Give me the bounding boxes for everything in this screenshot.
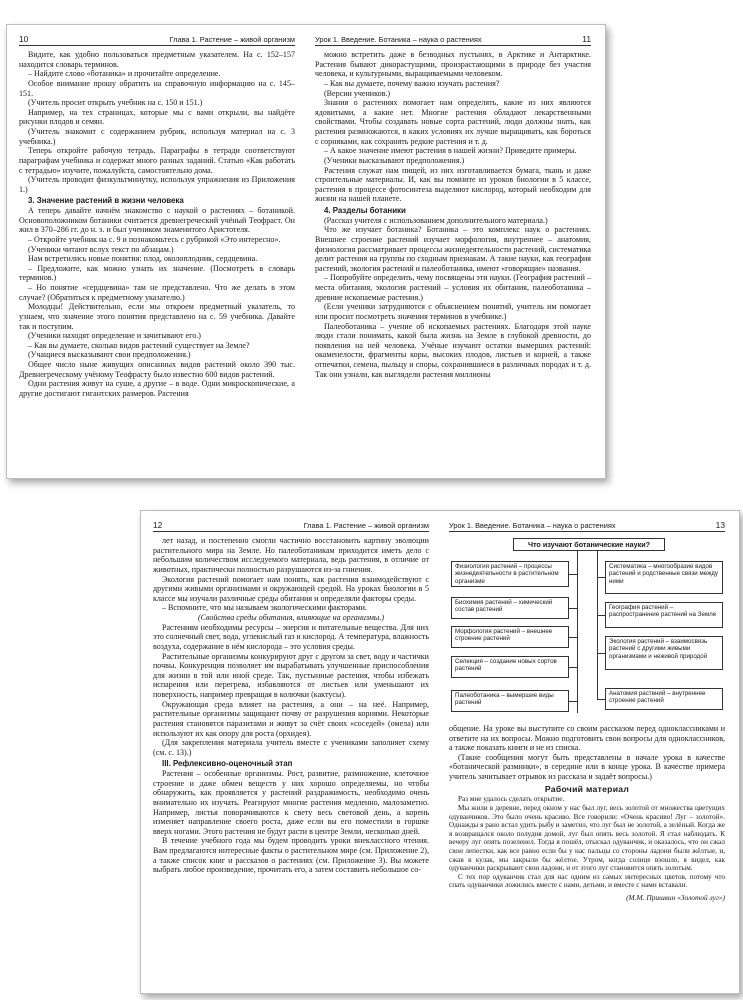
connector-line [569,637,577,638]
page-body [449,724,725,781]
paragraph: Нам встретились новые понятия: плод, околоплодник, сердцевина. [28,254,258,264]
paragraph: (Ученики высказывают предположения.) [324,155,465,165]
page-spread-10-11 [6,24,606,479]
diagram-box: География растений – распространение растений на Земле [605,602,723,628]
page-number: 11 [582,34,591,44]
connector-line [569,701,577,702]
page-spread-12-13 [140,510,740,994]
connector-line [597,550,598,700]
paragraph: Общее число ныне живущих описанных видов растений около 390 тыс. Древнегреческому учёному Теофрасту было известно 600 видов растений. [19,360,295,379]
paragraph: (Такие сообщения могут быть представлены в начале урока в качестве «ботанической разминки», в середине или в конце урока. В качестве примера учитель зачитывает отрывок из рассказа и задаёт вопросы.) [449,752,725,781]
paragraph: – Как вы думаете, почему важно изучать растения? [324,78,500,88]
diagram-box: Палеоботаника – вымершие виды растений [451,690,569,712]
paragraph: Растительные организмы конкурируют друг с другом за свет, воду и частички почвы. Конкуренция позволяет им вырабатывать улучшенные приспособления для жизни в той или иной среде. Так, пустынные растения, чтобы избежать испарения или перегрева, избавляются от листьев или уменьшают их поверхность, например превращая в колючки (кактусы). [153,651,429,699]
diagram-box: Физиология растений – процессы жизнедеятельности в растительном организме [451,561,569,587]
paragraph: (Рассказ учителя с использованием дополнительного материала.) [324,215,548,225]
paragraph: С тех пор одуванчик стал для нас одним из самых интересных цветов, потому что спать одуванчики ложились вместе с нами, детьми, и вместе с нами вставали. [449,872,725,890]
page-number: 10 [19,34,29,44]
running-header [315,30,591,46]
diagram-box: Экология растений – взаимосвязь растений с другими живыми организмами и неживой природой [605,636,723,670]
page-12 [153,511,429,993]
paragraph: Палеоботаника – учение об ископаемых растениях. Благодаря этой науке люди стали понимать, какой была жизнь на Земле в глубокой древности, до появления на ней человека. Учёные изучают остатки вымерших растений: окаменелости, фрагменты коры, высоких плодов, листьев и корней, а также отпечатки, семена, пыльцу и споры, сохранившиеся в различных породах и т. д. Так они узнали, как выглядели растения миллионы [315,321,591,379]
paragraph: Молодцы! Действительно, если мы откроем предметный указатель, то узнаем, что значение этого понятия представлено на с. 59 учебника. Давайте так и поступим. [19,302,295,331]
story-attribution: (М.М. Пришвин «Золотой луг») [626,892,725,902]
running-header [449,516,725,532]
paragraph: (Учитель знакомит с содержанием рубрик, используя материал на с. 3 учебника.) [19,127,295,146]
paragraph: общение. На уроке вы выступите со своим рассказом перед одноклассниками и ответите на их вопросы. Можно подготовить свои вопросы для одноклассников, а также показать книги и не из списка. [449,724,725,753]
diagram-box: Биохимия растений – химический состав растений [451,597,569,619]
page-body [315,50,591,379]
paragraph: – А какое значение имеют растения в нашей жизни? Приведите примеры. [324,146,577,156]
paragraph: А теперь давайте начнём знакомство с наукой о растениях – ботаникой. Основоположником ботаники считается древнегреческий учёный Теофраст. Он жил в 370–286 гг. до н. э. и был учеником знаменитого Аристотеля. [19,206,295,235]
paragraph: Раз мне удалось сделать открытие. [458,795,565,804]
paragraph: Растениям необходимы ресурсы – энергия и питательные вещества. Для них это солнечный свет, вода, углекислый газ и кислород. А температура, влажность воздуха, содержание в нём кислорода – это условия среды. [153,622,429,651]
chapter-title: Глава 1. Растение – живой организм [169,35,295,44]
paragraph: Например, на тех страницах, которые мы с вами открыли, вы найдёте рисунки плодов и семян. [19,107,295,127]
paragraph: Растения – особенные организмы. Рост, развитие, размножение, клеточное строение и даже обмен веществ у них хорошо определяемы, но чтобы обнаружить, как проявляется у растений раздражимость, необходимо очень внимательно их изучать. Реагируют многие растения медленно, малозаметно. Например, листья поворачиваются к свету весь световой день, а корень изменяет направление своего роста, даже если вы его поместили в горшке вверх ногами. Этого растения не будут расти в центре Земли, несколько дней. [153,769,429,836]
paragraph: (Ученики находят определение и зачитывают его.) [28,331,201,341]
paragraph: – Вспомните, что мы называем экологическими факторами. [162,603,367,613]
paragraph: – Откройте учебник на с. 9 и познакомьтесь с рубрикой «Это интересно». [28,234,281,244]
paragraph: – Попробуйте определить, чему посвящены эти науки. (География растений – места обитания, экология растений – условия их обитания, палеоботаника – древние ископаемые растения.) [315,273,591,302]
paragraph: можно встретить даже в безводных пустынях, в Арктике и Антарктике. Растения бывают дикорастущими, произрастающими в природе без участия человека, и культурными, выращиваемыми человеком. [315,50,591,79]
diagram-box: Систематика – многообразие видов растений и родственные связи между ними [605,561,723,594]
page-11 [315,25,591,478]
paragraph: (Учащиеся высказывают свои предположения.) [28,350,191,360]
diagram-title: Что изучают ботанические науки? [513,538,665,551]
diagram-box: Анатомия растений – внутреннее строение растений [605,688,723,710]
connector-line [597,653,605,654]
connector-line [569,574,577,575]
running-header [19,30,295,46]
running-header [153,516,429,532]
chapter-title: Глава 1. Растение – живой организм [303,521,429,530]
story-excerpt [449,795,725,890]
page-10 [19,25,295,478]
paragraph: Теперь откройте рабочую тетрадь. Параграфы в тетради соответствуют параграфам учебника и содержат много разных заданий. Статью «Как работать с тетрадью» изучите, пожалуйста, самостоятельно дома. [19,146,295,175]
paragraph: – Как вы думаете, сколько видов растений существует на Земле? [28,340,250,350]
paragraph: В течение учебного года мы будем проводить уроки внеклассного чтения. Вам предлагаются интересные факты о растительном мире (см. Приложение 2), а также список книг и рассказов о растениях (см. Приложение 3). Вы можете выбрать любое произведение, прочитать его, а затем составить небольшое со- [153,836,429,875]
page-body [19,50,295,399]
paragraph: Мы жили в деревне, перед окном у нас был луг, весь золотой от множества цветущих одуванчиков. Это было очень красиво. Все говорили: «Очень красиво! Луг – золотой». Однажды я рано встал удить рыбу и заметил, что луг был не золотой, а зелёный. Когда же я возвращался около полудня домой, луг был опять весь золотой. Я стал наблюдать. К вечеру луг опять позеленел. Тогда я пошёл, отыскал одуванчик, и оказалось, что он сжал свои лепестки, как все равно если бы у нас пальцы со стороны ладони были жёлтые, и, сжав в кулак, мы закрыли бы жёлтое. Утром, когда солнце взошло, я видел, как одуванчики раскрывают свои ладони, и от этого луг становится опять золотым. [449,803,725,873]
page-13 [449,511,725,993]
lesson-title: Урок 1. Введение. Ботаника – наука о растениях [315,35,482,44]
paragraph: Знания о растениях помогает нам определять, какие из них являются ядовитыми, а какие нет. Многие растения обладают лекарственными свойствами. Чтобы создавать новые сорта растений, люди должны знать, как растения размножаются, в каких условиях их лучше выращивать, как бороться с сорняками, как сохранять редкие растения и т. д. [315,98,591,146]
paragraph: Что же изучает ботаника? Ботаника – это комплекс наук о растениях. Внешнее строение растений изучает морфология, внутреннее – анатомия, физиология рассматривает процессы жизнедеятельности растений, систематика делит растения на группы по сходным признакам. А такие науки, как география растений, экология растений и палеоботаника, имеют «говорящие» названия. [315,225,591,273]
connector-line [597,615,605,616]
diagram-box: Морфология растений – внешнее строение растений [451,626,569,648]
diagram-box: Селекция – создание новых сортов растений [451,656,569,678]
page-number: 13 [715,520,725,530]
paragraph: (Ученики читают вслух текст по абзацам.) [28,244,174,254]
connector-line [569,608,577,609]
paragraph: Растения служат нам пищей, из них изготавливается бумага, ткань и даже строительные материалы. И, как вы помните из уроков биологии в 5 классе, растения в процессе фотосинтеза выделяют кислород, который необходим для жизни на нашей планете. [315,165,591,204]
paragraph: Видите, как удобно пользоваться предметным указателем. На с. 152–157 находится словарь терминов. [19,50,295,69]
lesson-title: Урок 1. Введение. Ботаника – наука о растениях [449,521,616,530]
paragraph: Окружающая среда влияет на растения, а они – на неё. Например, растительные организмы защищают почву от разрушения корнями. Некоторые растения становятся паразитами и живут за счёт своих «соседей» (омела) или используют их как опору для роста (орхидея). [153,699,429,738]
paragraph: Одни растения живут на суше, а другие – в воде. Одни микроскопические, а другие достигают гигантских размеров. Растения [19,379,295,398]
botany-sciences-diagram [449,536,725,724]
page-body [153,536,429,875]
paragraph: (Учитель проводит физкультминутку, используя упражнения из Приложения 1.) [19,175,295,194]
paragraph: – Найдите слово «ботаника» и прочитайте определение. [28,69,221,79]
paragraph: лет назад, и постепенно смогли частично восстановить картину эволюции растительного мира на Земле. Но палеоботаникам приходится иметь дело с небольшим количеством исследуемого материала, ведь растения, в отличие от животных, практически полностью разрушаются из-за гниения. [153,536,429,574]
paragraph: (Версии учеников.) [324,88,391,98]
paragraph: – Но понятие «сердцевина» там не представлено. Что же делать в этом случае? (Обратиться к предметному указателю.) [19,283,295,302]
paragraph: Особое внимание прошу обратить на справочную информацию на с. 145–151. [19,78,295,98]
section-heading: 4. Разделы ботаники [324,206,406,215]
section-heading: III. Рефлексивно-оценочный этап [162,759,293,769]
paragraph: (Свойства среды обитания, влияющие на организмы.) [197,613,385,622]
paragraph: (Учитель просит открыть учебник на с. 150 и 151.) [28,98,203,108]
section-heading: 3. Значение растений в жизни человека [28,196,184,206]
page-number: 12 [153,520,163,530]
paragraph: (Если ученики затрудняются с объяснением понятий, учитель им помогает или просит посмотреть значения терминов в учебнике.) [315,302,591,321]
paragraph: (Для закрепления материала учитель вместе с учениками заполняет схему (см. с. 13).) [153,738,429,757]
work-material-title: Рабочий материал [544,784,630,795]
paragraph: Экология растений помогает нам понять, как растения взаимодействуют с другими живыми организмами и окружающей средой. На уроках биологии в 5 классе мы изучали различные среды обитания и определяли факторы среды. [153,574,429,603]
connector-line [597,699,605,700]
connector-line [569,667,577,668]
connector-line [577,550,578,713]
connector-line [597,577,605,578]
paragraph: – Предложите, как можно узнать их значение. (Посмотреть в словарь терминов.) [19,263,295,283]
